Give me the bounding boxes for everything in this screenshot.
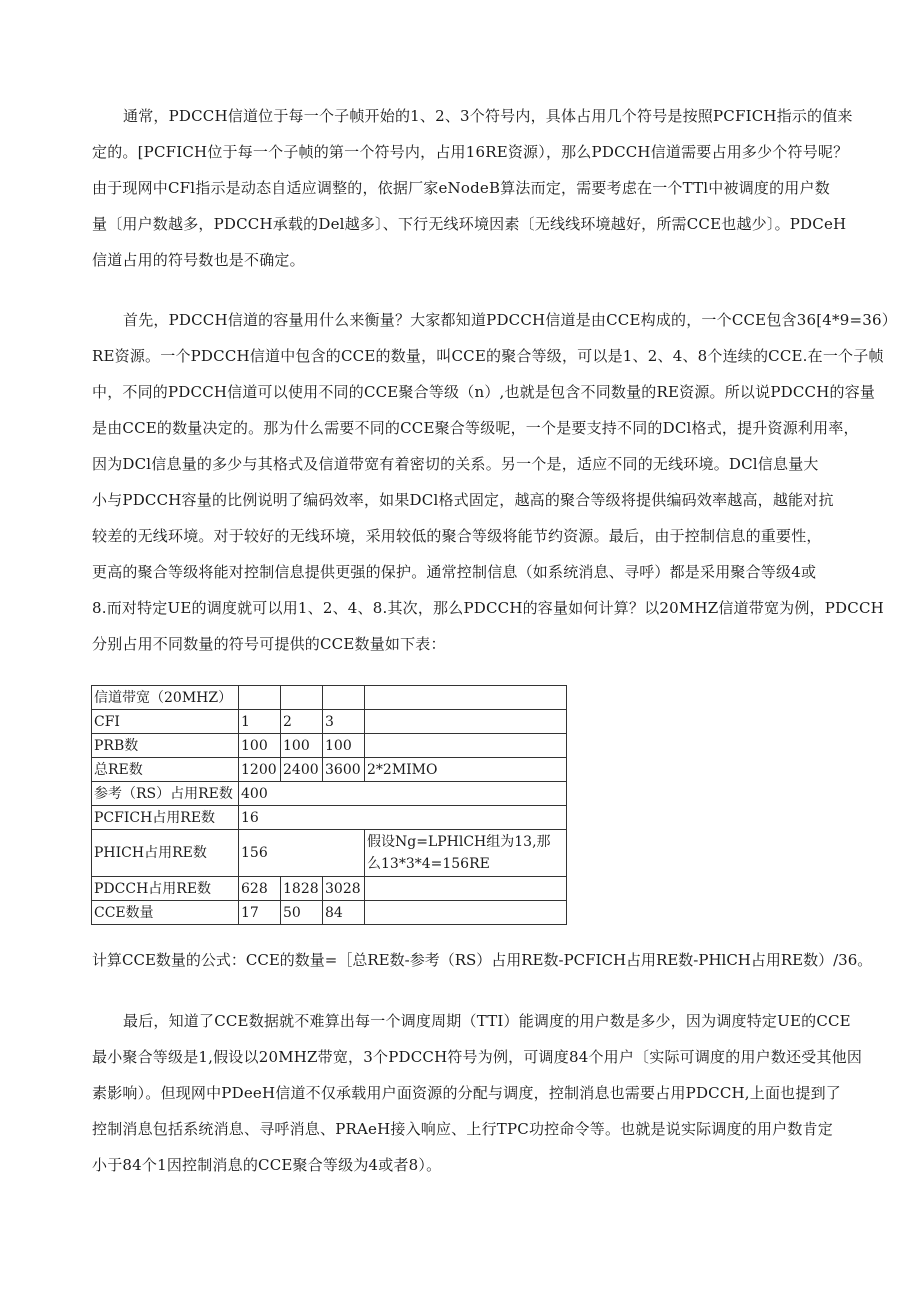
text-line: 更高的聚合等级将能对控制信息提供更强的保护。通常控制信息（如系统消息、寻呼）都是采用聚合等级4或	[92, 563, 817, 581]
paragraph-capacity	[92, 302, 897, 662]
table-cell: 628	[239, 877, 281, 901]
table-cell	[323, 686, 365, 710]
table-cell: 2400	[281, 758, 323, 782]
table-cell: 总RE数	[92, 758, 239, 782]
table-cell: PHICH占用RE数	[92, 830, 239, 877]
table-cell	[365, 901, 567, 925]
cce-table	[91, 685, 567, 925]
text-line: 首先，PDCCH信道的容量用什么来衡量？大家都知道PDCCH信道是由CCE构成的，一个CCE包含36[4*9=36）	[123, 311, 897, 329]
text-line: 量〔用户数越多，PDCCH承载的Del越多〕、下行无线环境因素〔无线线环境越好，所需CCE也越少〕。PDCeH	[92, 215, 847, 233]
table-cell	[365, 686, 567, 710]
table-cell: 1200	[239, 758, 281, 782]
table-cell: 156	[239, 830, 365, 877]
table-row	[92, 758, 567, 782]
table-cell	[365, 877, 567, 901]
text-line: 因为DCl信息量的多少与其格式及信道带宽有着密切的关系。另一个是，适应不同的无线环境。DCl信息量大	[92, 455, 819, 473]
table-cell: 1828	[281, 877, 323, 901]
text-line: 小与PDCCH容量的比例说明了编码效率，如果DCl格式固定，越高的聚合等级将提供编码效率越高，越能对抗	[92, 491, 834, 509]
table-cell: PCFICH占用RE数	[92, 806, 239, 830]
table-cell	[281, 686, 323, 710]
text-line: RE资源。一个PDCCH信道中包含的CCE的数量，叫CCE的聚合等级，可以是1、2、4、8个连续的CCE.在一个子帧	[92, 347, 884, 365]
table-cell: 3600	[323, 758, 365, 782]
table-row	[92, 806, 567, 830]
text-line: 是由CCE的数量决定的。那为什么需要不同的CCE聚合等级呢，一个是要支持不同的DCl格式，提升资源利用率，	[92, 419, 859, 437]
text-line: 定的。[PCFICH位于每一个子帧的第一个符号内，占用16RE资源），那么PDCCH信道需要占用多少个符号呢？	[92, 143, 849, 161]
text-line: 最小聚合等级是1,假设以20MHZ带宽，3个PDCCH符号为例，可调度84个用户〔实际可调度的用户数还受其他因	[92, 1048, 863, 1066]
table-cell	[365, 710, 567, 734]
table-cell-note: 假设Ng=LPHlCH组为13,那么13*3*4=156RE	[365, 830, 567, 877]
text-line: 小于84个1因控制消息的CCE聚合等级为4或者8）。	[92, 1156, 442, 1174]
table-cell: 2*2MIMO	[365, 758, 567, 782]
table-row	[92, 734, 567, 758]
table-cell	[239, 686, 281, 710]
text-line: 控制消息包括系统消息、寻呼消息、PRAeH接入响应、上行TPC功控命令等。也就是说实际调度的用户数肯定	[92, 1120, 833, 1138]
table-cell: 3	[323, 710, 365, 734]
table-row	[92, 901, 567, 925]
table-cell: 参考（RS）占用RE数	[92, 782, 239, 806]
table-cell: 400	[239, 782, 567, 806]
paragraph-intro	[92, 98, 853, 278]
table-cell: PRB数	[92, 734, 239, 758]
table-cell: 2	[281, 710, 323, 734]
paragraph-conclusion	[92, 1003, 863, 1183]
table-row	[92, 830, 567, 877]
table-cell: PDCCH占用RE数	[92, 877, 239, 901]
text-line: 由于现网中CFl指示是动态自适应调整的，依据厂家eNodeB算法而定，需要考虑在一个TTl中被调度的用户数	[92, 179, 830, 197]
table-cell: 16	[239, 806, 567, 830]
table-row	[92, 782, 567, 806]
table-cell: 100	[239, 734, 281, 758]
text-line: 最后，知道了CCE数据就不难算出每一个调度周期（TTI）能调度的用户数是多少，因为调度特定UE的CCE	[123, 1012, 851, 1030]
table-cell: 50	[281, 901, 323, 925]
table-cell: 3028	[323, 877, 365, 901]
table-row	[92, 710, 567, 734]
table-row	[92, 686, 567, 710]
table-cell: 信道带宽（20MHZ）	[92, 686, 239, 710]
text-line: 素影响）。但现网中PDeeH信道不仅承载用户面资源的分配与调度，控制消息也需要占用PDCCH,上面也提到了	[92, 1084, 841, 1102]
table-cell: CFI	[92, 710, 239, 734]
formula-text: 计算CCE数量的公式：CCE的数量=［总RE数-参考（RS）占用RE数-PCFICH占用RE数-PHlCH占用RE数）/36。	[92, 951, 873, 969]
table-cell	[365, 734, 567, 758]
text-line: 较差的无线环境。对于较好的无线环境，采用较低的聚合等级将能节约资源。最后，由于控制信息的重要性，	[92, 527, 822, 545]
table-cell: CCE数量	[92, 901, 239, 925]
text-line: 信道占用的符号数也是不确定。	[92, 251, 305, 269]
text-line: 通常，PDCCH信道位于每一个子帧开始的1、2、3个符号内，具体占用几个符号是按照PCFICH指示的值来	[123, 107, 853, 125]
table-cell: 17	[239, 901, 281, 925]
table-cell: 1	[239, 710, 281, 734]
table-cell: 100	[281, 734, 323, 758]
table-cell: 84	[323, 901, 365, 925]
text-line: 分别占用不同数量的符号可提供的CCE数量如下表：	[92, 635, 446, 653]
text-line: 中，不同的PDCCH信道可以使用不同的CCE聚合等级（n）,也就是包含不同数量的RE资源。所以说PDCCH的容量	[92, 383, 876, 401]
text-line: 8.而对特定UE的调度就可以用1、2、4、8.其次，那么PDCCH的容量如何计算？以20MHZ信道带宽为例，PDCCH	[92, 599, 884, 617]
table-row	[92, 877, 567, 901]
table-cell: 100	[323, 734, 365, 758]
